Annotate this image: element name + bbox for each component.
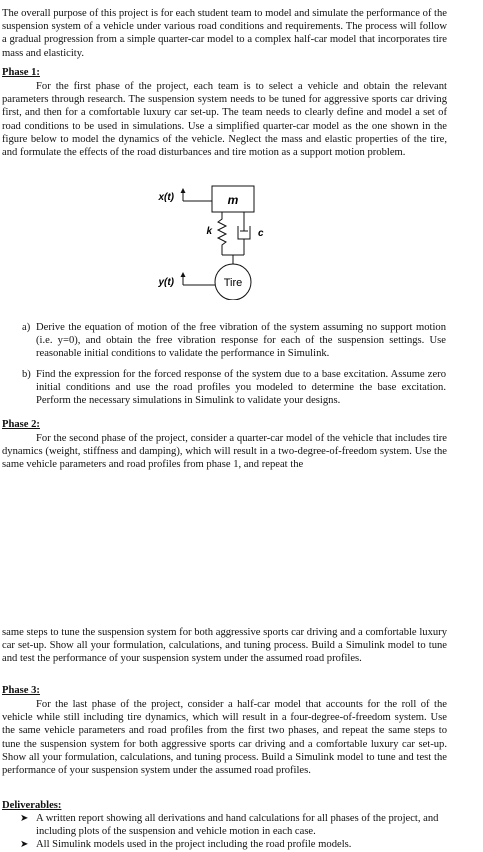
y-arrowhead-icon (181, 272, 186, 277)
damper-label: c (258, 228, 264, 239)
x-label: x(t) (158, 192, 174, 203)
phase2-paragraph-bottom: same steps to tune the suspension system for both aggressive sports car driving and a comfortable luxury car set-up. Show all your formulation, calculations, and tuning process. Build a Simulink model to tune and test the performance of your suspension system under the assumed road profiles. (2, 627, 447, 665)
phase3-heading: Phase 3: (2, 685, 40, 696)
phase1-paragraph: For the first phase of the project, each team is to select a vehicle and obtain the relevant parameters through research. The suspension system needs to be tuned for aggressive sports car driving first, and then for a comfortable luxury car set-up. The team needs to clearly define and model a set of road conditions to be used in simulations. Use a simplified quarter-car model as the one shown in the figure below to model the dynamics of the vehicle. Neglect the mass and elastic properties of the tire, and formulate the effects of the road disturbances and tire motion as a support motion problem. (2, 81, 447, 159)
phase2-paragraph-top: For the second phase of the project, consider a quarter-car model of the vehicle that includes tire dynamics (weight, stiffness and damping), which will result in a two-degree-of-freedom system. Use the same vehicle parameters and road profiles from phase 1, and repeat the (2, 433, 447, 471)
tire-label: Tire (223, 277, 243, 289)
deliverables-list (20, 812, 448, 852)
spring-label: k (206, 226, 212, 237)
deliverables-heading: Deliverables: (2, 800, 62, 811)
deliverable-item-report: ➤ A written report showing all derivations and hand calculations for all phases of the project, and including plots of the suspension and vehicle motion in each case. (20, 813, 439, 838)
phase1-task-list (22, 321, 446, 407)
spring-icon (218, 212, 226, 255)
x-arrowhead-icon (181, 188, 186, 193)
arrow-bullet-icon: ➤ (20, 813, 29, 824)
quarter-car-figure (150, 184, 290, 300)
phase2-heading: Phase 2: (2, 419, 40, 430)
phase1-task-b: b) Find the expression for the forced response of the system due to a base excitation. Assume zero initial conditions and use the road profiles you modeled to determine the base excitation. Perform the necessary simulations in Simulink to validate your designs. (22, 368, 446, 407)
intro-paragraph: The overall purpose of this project is for each student team to model and simulate the performance of the suspension system of a vehicle under various road conditions and requirements. The process will follow a gradual progression from a simple quarter-car model to a complex half-car model that incorporates tire mass and elasticity. (2, 8, 447, 59)
y-label: y(t) (158, 277, 174, 288)
phase3-paragraph: For the last phase of the project, consider a half-car model that accounts for the roll of the vehicle while still including tire dynamics, which will result in a four-degree-of-freedom system. Use the same vehicle parameters and road profiles from the first two phases, and repeat the same steps to tune the suspension system for both aggressive sports car driving and a comfortable luxury car set-up. Show all your formulation, calculations, and tuning process. Build a Simulink model to tune and test the performance of your suspension system under the assumed road profiles. (2, 699, 447, 777)
arrow-bullet-icon: ➤ (20, 839, 29, 851)
deliverable-item-simulink: ➤ All Simulink models used in the project including the road profile models. (20, 839, 352, 851)
mass-label: m (227, 193, 239, 207)
phase1-heading: Phase 1: (2, 67, 40, 78)
phase1-task-a: a) Derive the equation of motion of the free vibration of the system assuming no support motion (i.e. y=0), and obtain the free vibration response for each of the suspension settings. Use reasonable initial conditions to validate the performance in Simulink. (22, 322, 446, 360)
